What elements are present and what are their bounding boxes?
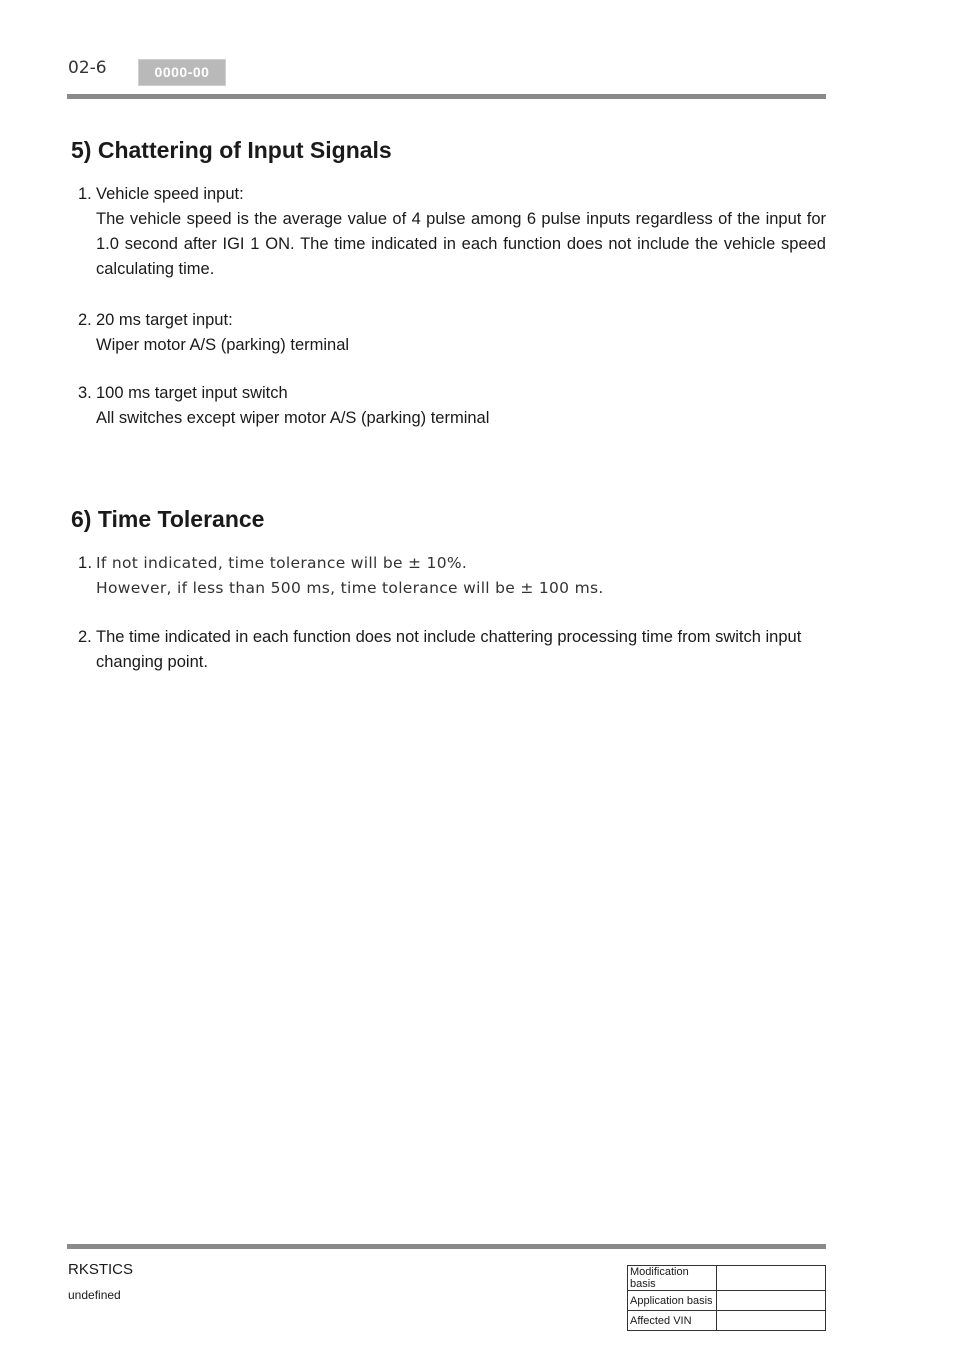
item-number: 1. [78, 554, 93, 572]
list-item [78, 551, 826, 601]
table-label: Application basis [628, 1291, 717, 1311]
footer-brand: RKSTICS [68, 1261, 134, 1278]
footer-rule [67, 1244, 826, 1249]
table-value [717, 1266, 826, 1291]
item-heading: Vehicle speed input: [96, 185, 244, 203]
item-number: 2. [78, 628, 92, 646]
item-text: However, if less than 500 ms, time tolerance will be ± 100 ms. [96, 579, 604, 597]
revision-info-table [627, 1265, 826, 1331]
item-heading: 100 ms target input switch [96, 384, 288, 402]
table-label: Modification basis [628, 1266, 717, 1291]
item-number: 3. [78, 384, 92, 402]
list-item [78, 625, 826, 675]
item-heading: 20 ms target input: [96, 311, 233, 329]
section-title-time-tolerance: 6) Time Tolerance [71, 506, 265, 532]
table-label: Affected VIN [628, 1311, 717, 1331]
header-rule [67, 94, 826, 99]
item-text: The time indicated in each function does not include chattering processing time from switch input changing point. [96, 628, 802, 671]
item-number: 1. [78, 185, 92, 203]
item-text: If not indicated, time tolerance will be ± 10%. [96, 554, 468, 572]
section-code-badge: 0000-00 [138, 59, 226, 86]
table-value [717, 1291, 826, 1311]
table-row [628, 1311, 826, 1331]
footer-subtitle: undefined [68, 1288, 121, 1302]
table-value [717, 1311, 826, 1331]
item-text: The vehicle speed is the average value of 4 pulse among 6 pulse inputs regardless of the input for 1.0 second after IGI 1 ON. The time indicated in each function does not include the vehicle speed calculating time. [96, 210, 826, 278]
table-row [628, 1266, 826, 1291]
section-title-chattering: 5) Chattering of Input Signals [71, 137, 392, 163]
table-row [628, 1291, 826, 1311]
list-item [78, 308, 826, 358]
item-text: Wiper motor A/S (parking) terminal [96, 336, 350, 354]
list-item [78, 381, 826, 431]
list-item [78, 182, 826, 282]
page-number: 02-6 [68, 58, 107, 78]
item-text: All switches except wiper motor A/S (parking) terminal [96, 409, 490, 427]
item-number: 2. [78, 311, 92, 329]
